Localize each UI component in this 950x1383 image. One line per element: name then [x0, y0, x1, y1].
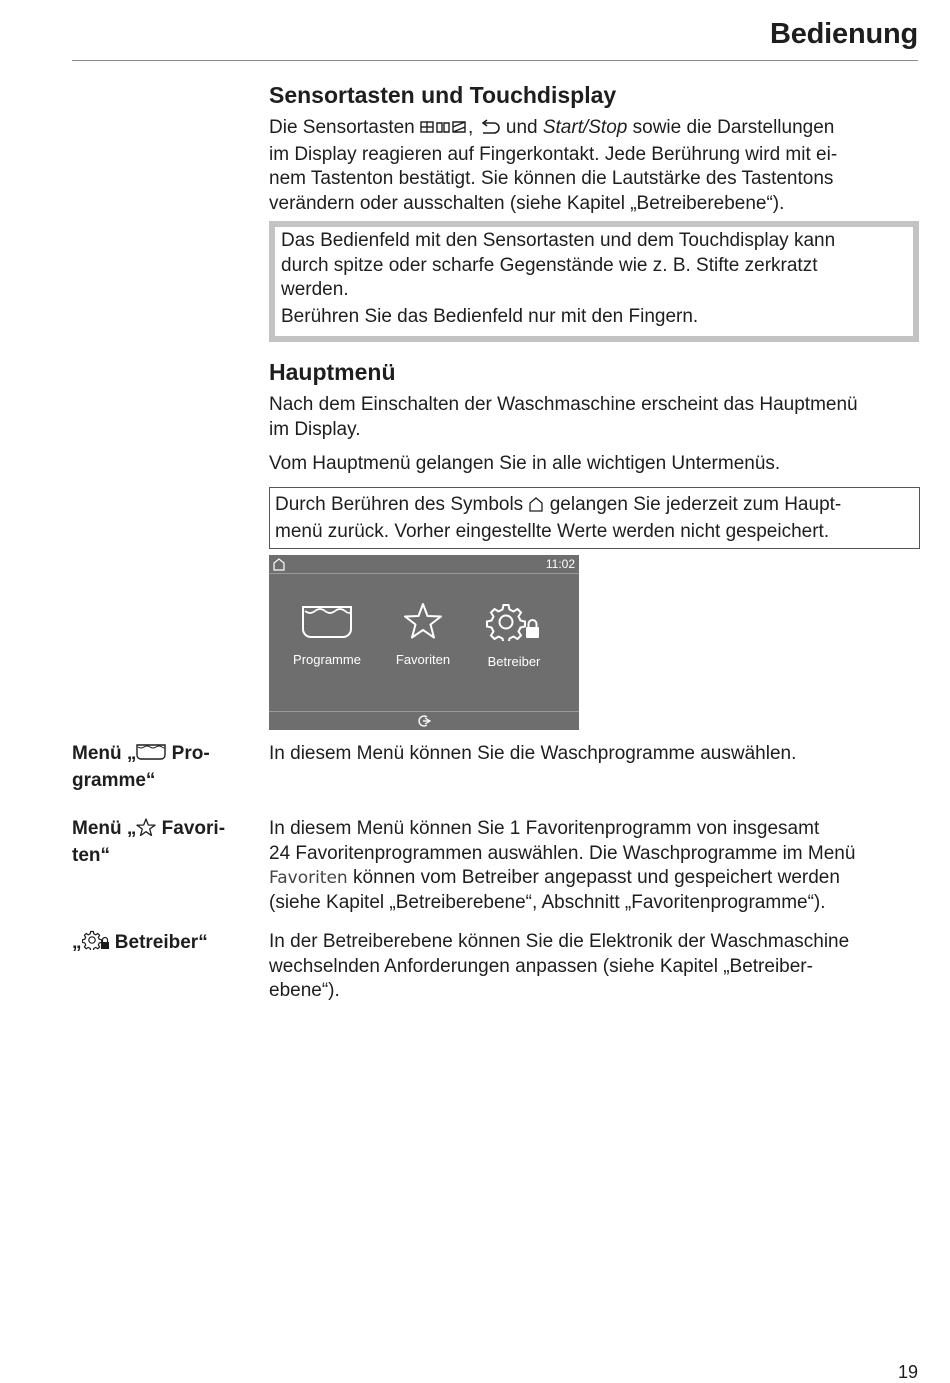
section-sensortasten [269, 80, 919, 216]
text-fragment: können vom Betreiber angepasst und gespeichert werden [347, 867, 840, 889]
back-arrow-icon [479, 118, 501, 143]
menu-tile-programme[interactable] [287, 603, 367, 667]
text-line: In der Betreiberebene können Sie die Elektronik der Waschmaschine [269, 931, 850, 952]
text-fragment: Betreiber“ [109, 932, 208, 953]
text-fragment: und [500, 117, 543, 138]
display-status-bar [269, 555, 579, 574]
text-fragment: ten“ [72, 844, 110, 866]
text-line: (siehe Kapitel „Betreiberebene“, Abschnitt „Favoritenprogramme“). [269, 891, 826, 913]
display-main-menu [269, 555, 579, 730]
desc-menu-betreiber [269, 930, 919, 1004]
display-clock: 11:02 [545, 557, 575, 571]
menu-tile-label: Betreiber [487, 654, 541, 669]
home-icon [528, 495, 544, 520]
home-icon[interactable] [272, 557, 286, 576]
text-line: durch spitze oder scharfe Gegenstände wie z. B. Stifte zerkratzt [281, 254, 818, 276]
text-line: im Display. [269, 418, 361, 440]
text-fragment: „ [72, 932, 82, 953]
text-line: ebene“). [269, 980, 340, 1002]
text-line: im Display reagieren auf Fingerkontakt. Jede Berührung wird mit ei- [269, 143, 838, 165]
display-term-favoriten: Favoriten [269, 868, 348, 889]
menu-tile-label: Programme [293, 652, 361, 667]
text-line: werden. [281, 279, 349, 301]
term-menu-programme [72, 742, 247, 793]
text-fragment: Menü „ [72, 818, 137, 839]
text-fragment: Favori- [156, 818, 226, 839]
term-menu-betreiber [72, 930, 247, 958]
section-heading: Hauptmenü [269, 359, 396, 385]
gear-lock-icon [486, 628, 542, 645]
gear-lock-icon [82, 930, 110, 958]
section-paragraph [269, 393, 919, 442]
display-brightness-icon[interactable] [417, 714, 431, 732]
warning-box [269, 221, 919, 342]
warning-text [281, 229, 907, 303]
text-line: Nach dem Einschalten der Waschmaschine erscheint das Hauptmenü [269, 394, 858, 415]
note-text [275, 493, 913, 544]
text-fragment: sowie die Darstellungen [627, 117, 835, 138]
section-paragraph: Vom Hauptmenü gelangen Sie in alle wichtigen Untermenüs. [269, 453, 781, 475]
section-paragraph [269, 116, 919, 216]
menu-tile-betreiber[interactable] [474, 603, 554, 669]
display-bottom-bar [269, 711, 579, 730]
basin-icon [136, 743, 166, 769]
text-line: 24 Favoritenprogrammen auswählen. Die Waschprogramme im Menü [269, 842, 856, 864]
star-icon [136, 818, 156, 844]
text-line: In diesem Menü können Sie 1 Favoritenprogramm von insgesamt [269, 818, 820, 839]
desc-menu-favoriten [269, 817, 919, 915]
text-fragment: Die Sensortasten [269, 117, 421, 138]
section-hauptmenue [269, 357, 919, 477]
text-fragment: , [468, 117, 479, 138]
text-fragment: gelangen Sie jederzeit zum Haupt- [544, 494, 842, 515]
text-fragment: Menü „ [72, 743, 137, 764]
text-line: nem Tastenton bestätigt. Sie können die Lautstärke des Tastentons [269, 168, 834, 190]
page-number: 19 [897, 1362, 918, 1382]
star-icon [403, 626, 443, 643]
basin-icon [301, 626, 353, 643]
page-header-title: Bedienung [769, 18, 918, 50]
warning-instruction: Berühren Sie das Bedienfeld nur mit den Fingern. [281, 305, 699, 327]
text-line: In diesem Menü können Sie die Waschprogramme auswählen. [269, 743, 797, 764]
section-heading: Sensortasten und Touchdisplay [269, 82, 617, 108]
desc-menu-programme [269, 742, 919, 767]
text-fragment: Pro- [166, 743, 210, 764]
note-box [269, 487, 920, 549]
text-line: Das Bedienfeld mit den Sensortasten und dem Touchdisplay kann [281, 230, 836, 251]
sensor-keys-icon [420, 118, 468, 143]
text-line: wechselnden Anforderungen anpassen (siehe Kapitel „Betreiber- [269, 955, 813, 977]
menu-tile-favoriten[interactable] [383, 603, 463, 667]
text-line: menü zurück. Vorher eingestellte Werte werden nicht gespeichert. [275, 520, 830, 542]
header-divider [72, 60, 918, 61]
text-fragment: gramme“ [72, 769, 156, 791]
text-line: verändern oder ausschalten (siehe Kapitel „Betreiberebene“). [269, 192, 785, 214]
menu-tile-label: Favoriten [395, 652, 451, 667]
term-menu-favoriten [72, 817, 247, 868]
text-fragment: Durch Berühren des Symbols [275, 494, 529, 515]
start-stop-label: Start/Stop [542, 117, 628, 138]
